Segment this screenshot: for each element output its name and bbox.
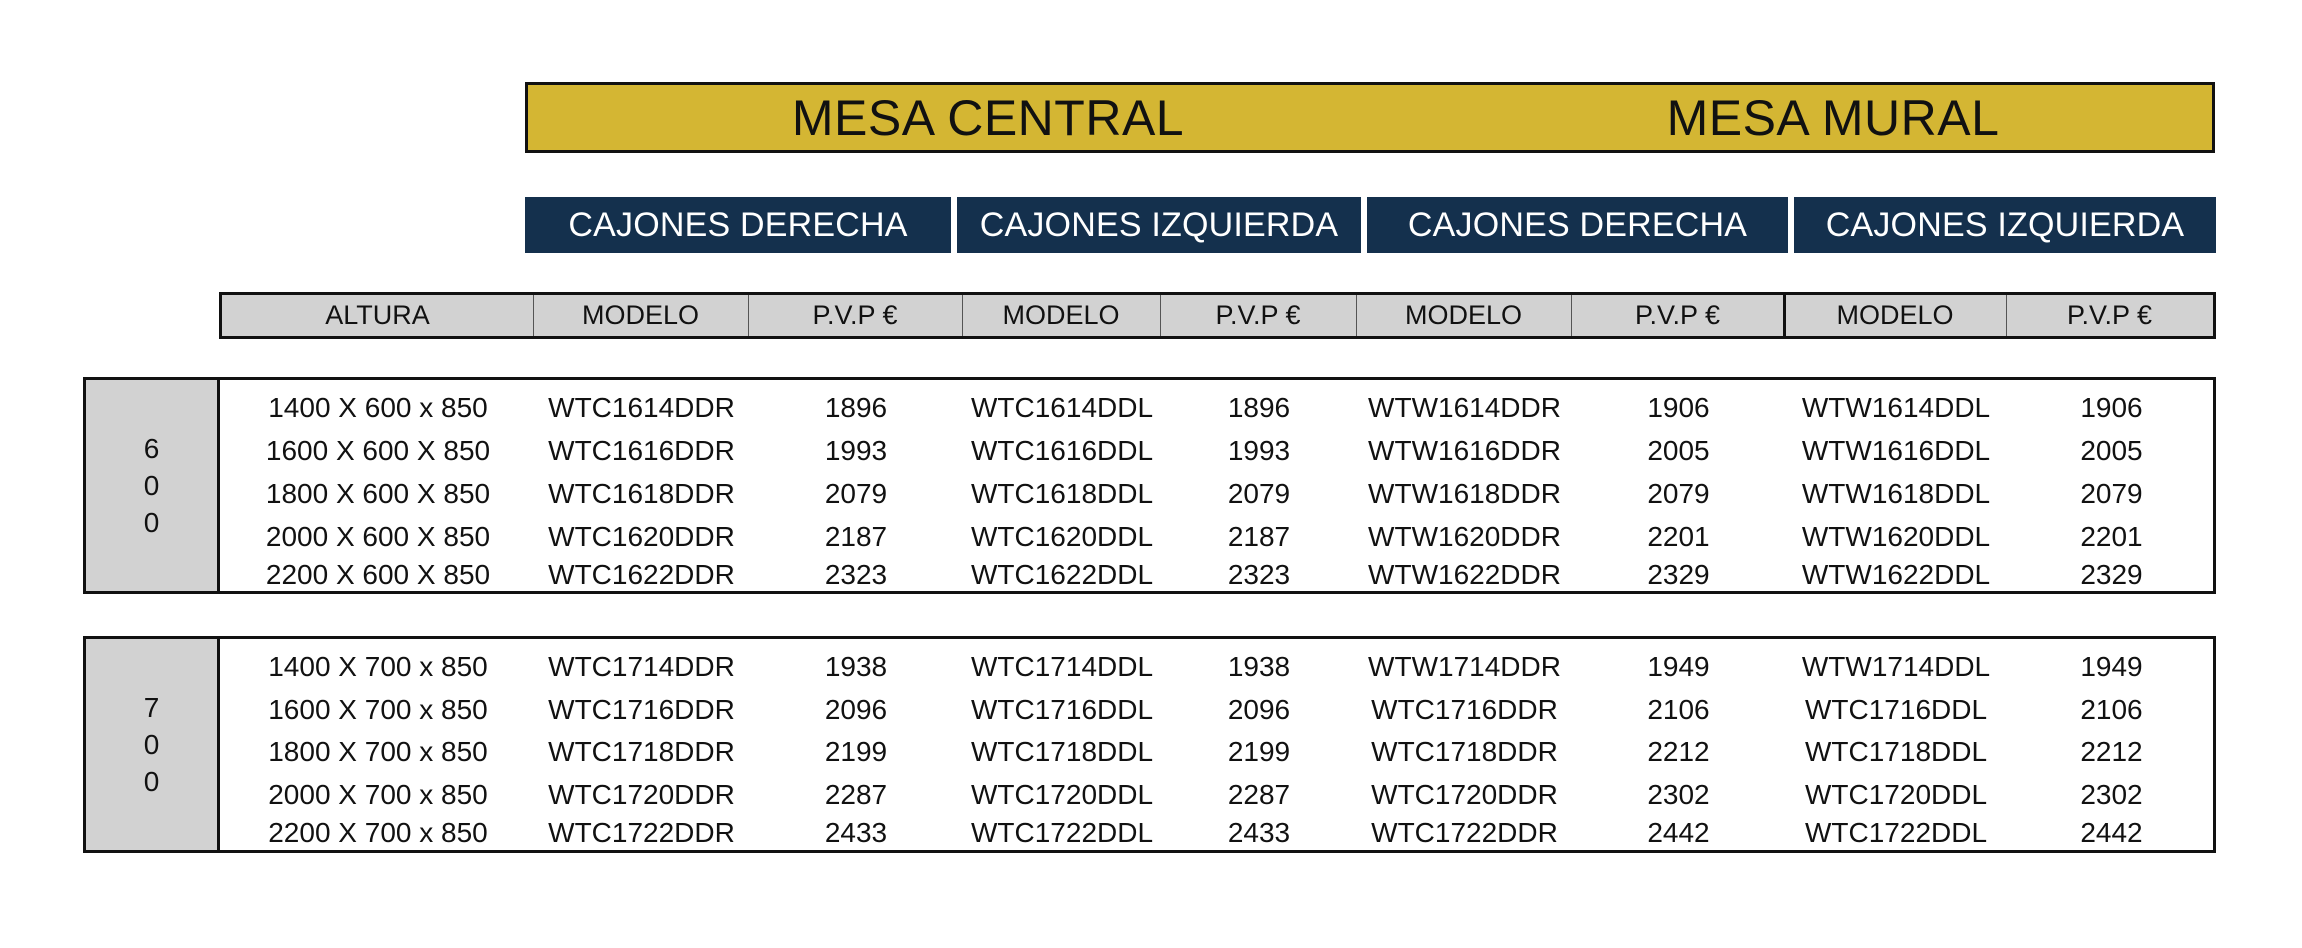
pvp-cell: 2187 bbox=[824, 521, 888, 552]
pvp-cell: 2096 bbox=[1227, 694, 1291, 725]
modelo-cell: WTC1616DDR bbox=[548, 435, 735, 466]
altura-cell: 2000 X 600 X 850 bbox=[265, 521, 491, 552]
pvp-cell: 2433 bbox=[1227, 817, 1291, 848]
modelo-cell: WTW1620DDR bbox=[1368, 521, 1561, 552]
pvp-cell: 2323 bbox=[1227, 559, 1291, 590]
group-label-digit: 0 bbox=[143, 507, 160, 538]
pvp-cell: 1949 bbox=[1647, 651, 1710, 682]
pvp-cell: 2212 bbox=[2080, 736, 2143, 767]
altura-cell: 1600 X 700 x 850 bbox=[268, 694, 488, 725]
modelo-cell: WTC1620DDR bbox=[548, 521, 735, 552]
group-label-digit: 0 bbox=[143, 766, 160, 797]
modelo-cell: WTC1716DDR bbox=[548, 694, 735, 725]
column-header-modelo: MODELO bbox=[1002, 300, 1120, 330]
modelo-cell: WTW1714DDR bbox=[1368, 651, 1561, 682]
modelo-cell: WTC1614DDL bbox=[970, 392, 1154, 423]
table-row bbox=[86, 777, 2213, 813]
modelo-cell: WTC1714DDR bbox=[548, 651, 735, 682]
drawer-header-mural-left: CAJONES IZQUIERDA bbox=[1794, 197, 2216, 253]
table-row bbox=[86, 734, 2213, 770]
pvp-cell: 2199 bbox=[824, 736, 888, 767]
group-label-digit: 6 bbox=[143, 433, 160, 464]
pvp-cell: 2323 bbox=[824, 559, 888, 590]
pvp-cell: 1938 bbox=[824, 651, 888, 682]
pvp-cell: 1993 bbox=[824, 435, 888, 466]
modelo-cell: WTC1622DDR bbox=[548, 559, 735, 590]
modelo-cell: WTC1716DDL bbox=[1804, 694, 1988, 725]
drawer-header-central-left: CAJONES IZQUIERDA bbox=[957, 197, 1361, 253]
pvp-cell: 1896 bbox=[824, 392, 888, 423]
pvp-cell: 2287 bbox=[824, 779, 888, 810]
table-row bbox=[86, 390, 2213, 426]
pvp-cell: 1949 bbox=[2080, 651, 2143, 682]
altura-cell: 1800 X 600 X 850 bbox=[265, 478, 491, 509]
altura-cell: 1600 X 600 X 850 bbox=[265, 435, 491, 466]
pvp-cell: 2079 bbox=[1227, 478, 1291, 509]
modelo-cell: WTC1722DDR bbox=[548, 817, 735, 848]
depth-group-700 bbox=[83, 636, 2216, 853]
column-header-altura: ALTURA bbox=[325, 300, 430, 330]
pvp-cell: 1896 bbox=[1227, 392, 1291, 423]
pvp-cell: 2201 bbox=[1647, 521, 1710, 552]
pvp-cell: 2079 bbox=[2080, 478, 2143, 509]
modelo-cell: WTW1616DDL bbox=[1801, 435, 1991, 466]
modelo-cell: WTC1720DDL bbox=[1804, 779, 1988, 810]
group-label-digit: 0 bbox=[143, 729, 160, 760]
pvp-cell: 1993 bbox=[1227, 435, 1291, 466]
table-row bbox=[86, 815, 2213, 851]
altura-cell: 1400 X 700 x 850 bbox=[268, 651, 488, 682]
modelo-cell: WTW1616DDR bbox=[1368, 435, 1561, 466]
modelo-cell: WTC1622DDL bbox=[970, 559, 1154, 590]
group-label-digit: 7 bbox=[143, 692, 160, 723]
pvp-cell: 2106 bbox=[1647, 694, 1710, 725]
modelo-cell: WTC1716DDL bbox=[970, 694, 1154, 725]
pvp-cell: 2096 bbox=[824, 694, 888, 725]
table-row bbox=[86, 557, 2213, 593]
pvp-cell: 2287 bbox=[1227, 779, 1291, 810]
table-row bbox=[86, 476, 2213, 512]
column-header-row bbox=[219, 292, 2216, 339]
pvp-cell: 2005 bbox=[2080, 435, 2143, 466]
pvp-cell: 1938 bbox=[1227, 651, 1291, 682]
pvp-cell: 2442 bbox=[2080, 817, 2143, 848]
pvp-cell: 2201 bbox=[2080, 521, 2143, 552]
column-header-pvp: P.V.P € bbox=[812, 300, 898, 330]
pvp-cell: 1906 bbox=[1647, 392, 1710, 423]
modelo-cell: WTC1720DDL bbox=[970, 779, 1154, 810]
modelo-cell: WTW1622DDR bbox=[1368, 559, 1561, 590]
column-header-pvp: P.V.P € bbox=[2066, 300, 2153, 330]
altura-cell: 1400 X 600 x 850 bbox=[268, 392, 488, 423]
table-banner bbox=[525, 82, 2215, 153]
pvp-cell: 2302 bbox=[1647, 779, 1710, 810]
pvp-cell: 2079 bbox=[1647, 478, 1710, 509]
modelo-cell: WTC1614DDR bbox=[548, 392, 735, 423]
modelo-cell: WTC1714DDL bbox=[970, 651, 1154, 682]
modelo-cell: WTC1720DDR bbox=[1371, 779, 1558, 810]
modelo-cell: WTC1722DDL bbox=[1804, 817, 1988, 848]
modelo-cell: WTC1722DDR bbox=[1371, 817, 1558, 848]
mesa-central-title: MESA CENTRAL bbox=[791, 89, 1185, 146]
column-header-pvp: P.V.P € bbox=[1634, 300, 1721, 330]
modelo-cell: WTW1614DDL bbox=[1801, 392, 1991, 423]
pvp-cell: 2329 bbox=[2080, 559, 2143, 590]
modelo-cell: WTW1618DDL bbox=[1801, 478, 1991, 509]
modelo-cell: WTC1620DDL bbox=[970, 521, 1154, 552]
modelo-cell: WTC1718DDR bbox=[548, 736, 735, 767]
modelo-cell: WTC1616DDL bbox=[970, 435, 1154, 466]
modelo-cell: WTC1720DDR bbox=[548, 779, 735, 810]
modelo-cell: WTC1716DDR bbox=[1371, 694, 1558, 725]
pvp-cell: 2442 bbox=[1647, 817, 1710, 848]
column-header-modelo: MODELO bbox=[1404, 300, 1523, 330]
modelo-cell: WTW1620DDL bbox=[1801, 521, 1991, 552]
modelo-cell: WTC1718DDL bbox=[970, 736, 1154, 767]
drawer-header-mural-right: CAJONES DERECHA bbox=[1367, 197, 1788, 253]
modelo-cell: WTC1722DDL bbox=[970, 817, 1154, 848]
group-label-digit: 0 bbox=[143, 470, 160, 501]
drawer-header-central-right: CAJONES DERECHA bbox=[525, 197, 951, 253]
modelo-cell: WTC1618DDR bbox=[548, 478, 735, 509]
pvp-cell: 1906 bbox=[2080, 392, 2143, 423]
modelo-cell: WTW1618DDR bbox=[1368, 478, 1561, 509]
modelo-cell: WTC1718DDL bbox=[1804, 736, 1988, 767]
pvp-cell: 2199 bbox=[1227, 736, 1291, 767]
modelo-cell: WTC1718DDR bbox=[1371, 736, 1558, 767]
column-header-modelo: MODELO bbox=[1836, 300, 1954, 330]
table-row bbox=[86, 433, 2213, 469]
table-row bbox=[86, 649, 2213, 685]
pvp-cell: 2212 bbox=[1647, 736, 1710, 767]
pvp-cell: 2187 bbox=[1227, 521, 1291, 552]
altura-cell: 1800 X 700 x 850 bbox=[268, 736, 488, 767]
modelo-cell: WTC1618DDL bbox=[970, 478, 1154, 509]
pvp-cell: 2079 bbox=[824, 478, 888, 509]
altura-cell: 2200 X 600 X 850 bbox=[265, 559, 491, 590]
pvp-cell: 2433 bbox=[824, 817, 888, 848]
column-header-modelo: MODELO bbox=[581, 300, 700, 330]
altura-cell: 2000 X 700 x 850 bbox=[268, 779, 488, 810]
modelo-cell: WTW1714DDL bbox=[1801, 651, 1991, 682]
column-header-pvp: P.V.P € bbox=[1215, 300, 1301, 330]
modelo-cell: WTW1614DDR bbox=[1368, 392, 1561, 423]
pvp-cell: 2005 bbox=[1647, 435, 1710, 466]
altura-cell: 2200 X 700 x 850 bbox=[268, 817, 488, 848]
depth-group-600 bbox=[83, 377, 2216, 594]
table-row bbox=[86, 692, 2213, 728]
table-row bbox=[86, 519, 2213, 555]
pvp-cell: 2329 bbox=[1647, 559, 1710, 590]
pvp-cell: 2302 bbox=[2080, 779, 2143, 810]
mesa-mural-title: MESA MURAL bbox=[1666, 89, 2000, 146]
pvp-cell: 2106 bbox=[2080, 694, 2143, 725]
modelo-cell: WTW1622DDL bbox=[1801, 559, 1991, 590]
